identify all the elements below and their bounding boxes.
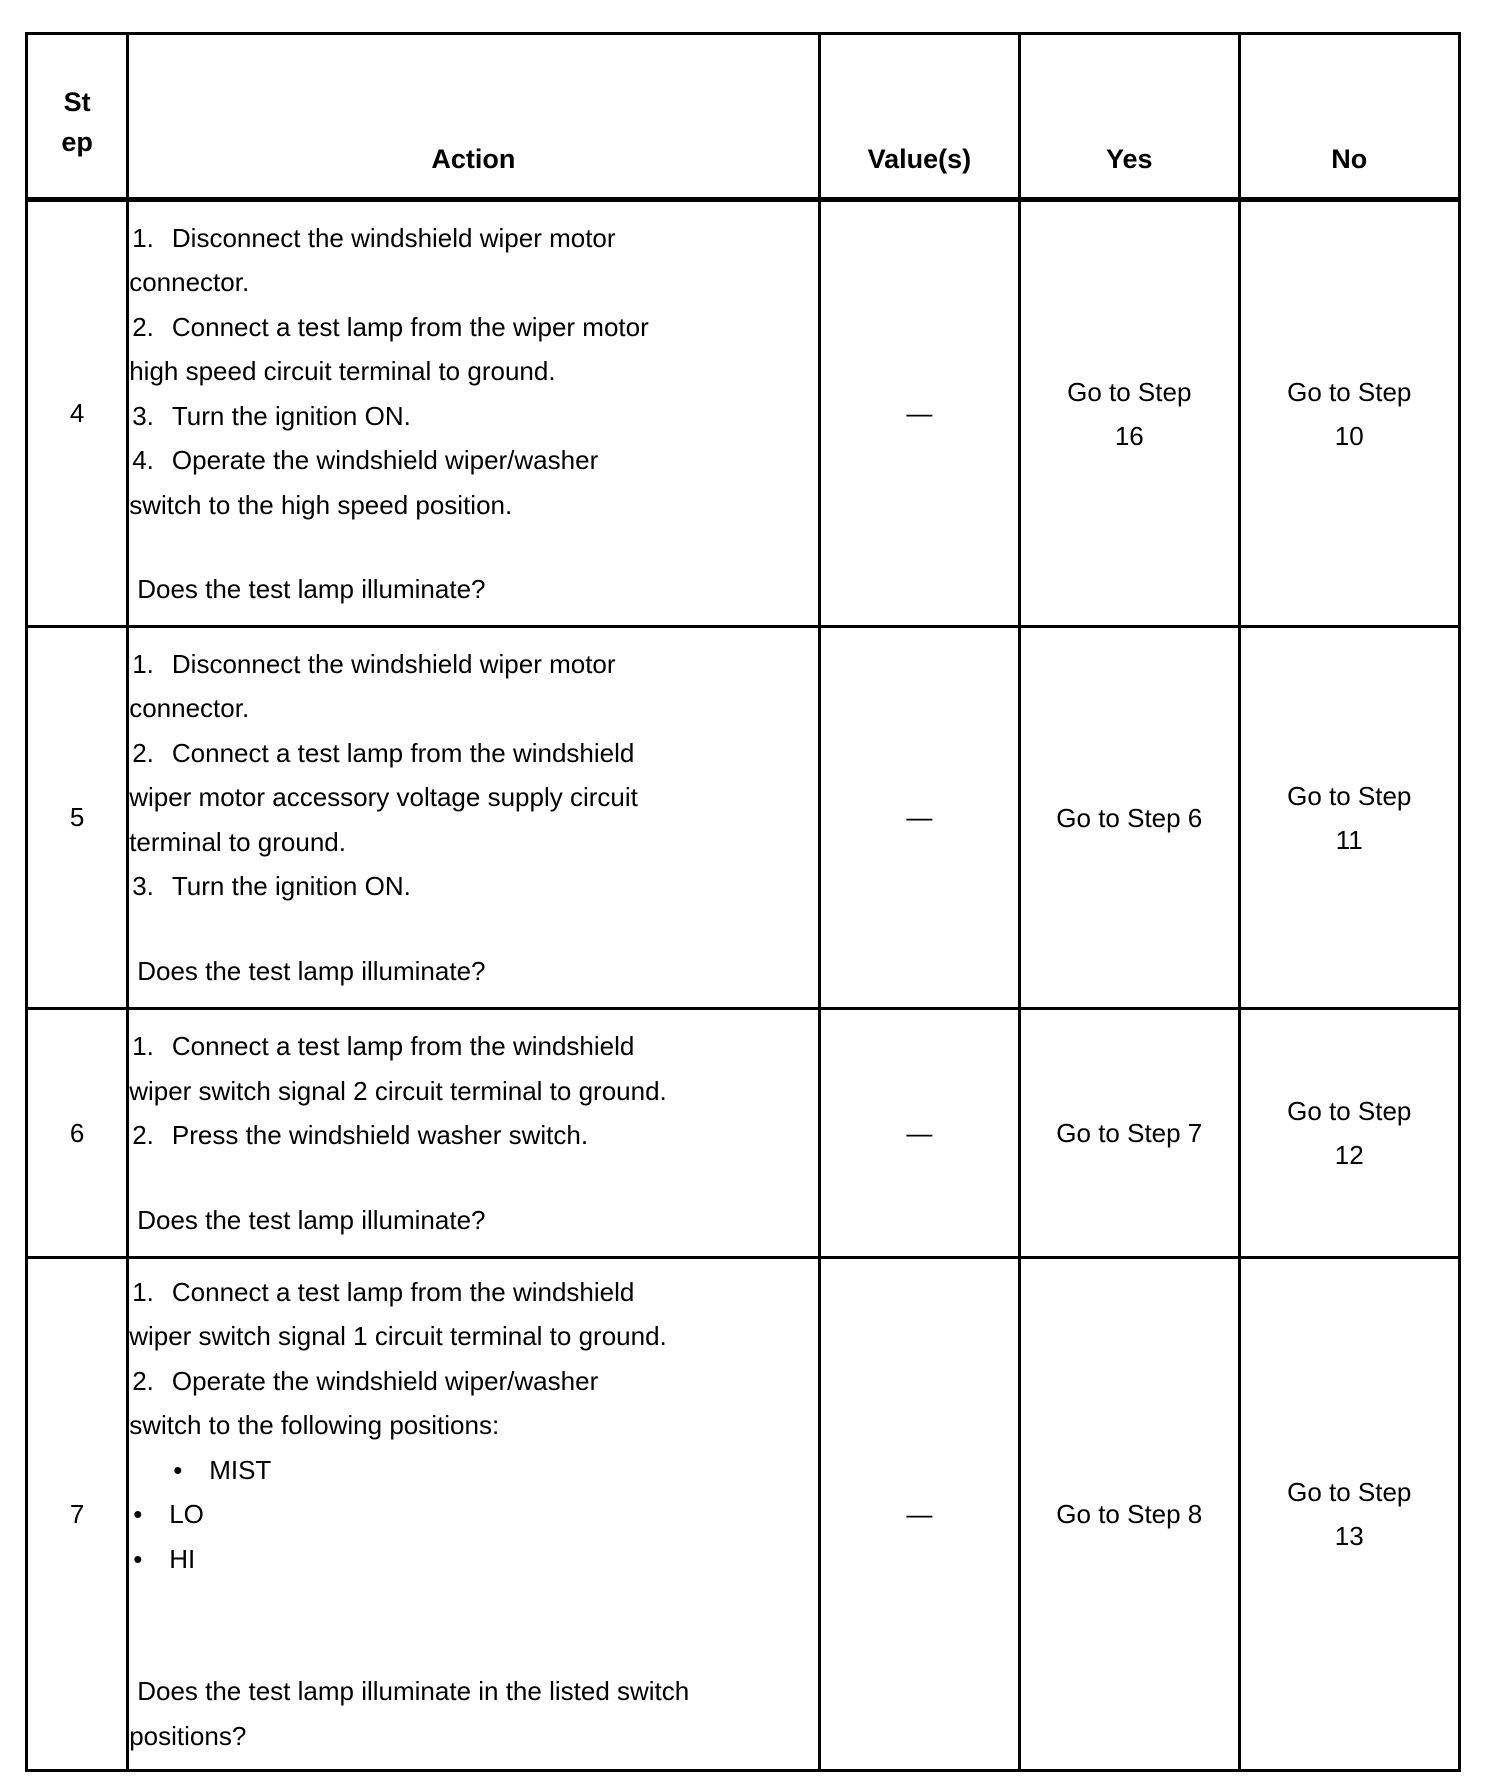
- bullet-icon: •: [173, 1454, 183, 1485]
- yes-cell: [1020, 1009, 1239, 1258]
- instruction-continuation: high speed circuit terminal to ground.: [129, 356, 556, 386]
- no-cell: [1239, 1009, 1460, 1258]
- instruction-number: 3.: [132, 871, 154, 902]
- action-cell: [128, 1009, 819, 1258]
- instruction-text: Connect a test lamp from the wiper motor: [171, 311, 649, 342]
- diagnostic-table: [25, 32, 1461, 1772]
- yes-cell: [1020, 627, 1239, 1009]
- instruction-text: Press the windshield washer switch.: [171, 1120, 589, 1150]
- yes-goto-text: Go to Step 8: [1056, 1499, 1203, 1529]
- no-cell: [1239, 1258, 1460, 1771]
- instruction-number: 1.: [132, 1276, 154, 1307]
- step-number: 5: [27, 627, 128, 1009]
- bullet-icon: •: [133, 1543, 143, 1574]
- value-cell: —: [819, 1258, 1019, 1771]
- yes-goto-text: Go to Step 7: [1056, 1118, 1203, 1148]
- yes-cell: [1020, 1258, 1239, 1771]
- instruction-item: [129, 1270, 817, 1315]
- header-row: [27, 34, 1460, 200]
- yes-goto-text: Go to Step 6: [1056, 802, 1203, 833]
- instruction-item: [129, 642, 817, 687]
- bullet-text: HI: [169, 1543, 196, 1574]
- no-cell: [1239, 200, 1460, 627]
- instruction-number: 3.: [132, 400, 154, 431]
- instruction-number: 4.: [132, 445, 154, 475]
- instruction-item: [129, 731, 817, 776]
- question-text: Does the test lamp illuminate?: [137, 955, 486, 986]
- value-cell: —: [819, 1009, 1019, 1258]
- step-header-line1: St: [63, 87, 91, 117]
- no-goto-text: Go to Step: [1287, 1096, 1412, 1126]
- step-header-line2: ep: [61, 127, 93, 157]
- instruction-text: Connect a test lamp from the windshield: [171, 1031, 635, 1061]
- instruction-text: Connect a test lamp from the windshield: [171, 1276, 635, 1307]
- instruction-continuation: wiper switch signal 1 circuit terminal to ground.: [129, 1321, 667, 1352]
- instruction-number: 2.: [132, 1365, 154, 1396]
- instruction-number: 2.: [132, 737, 154, 768]
- action-column-header: Action: [128, 34, 819, 200]
- bullet-text: MIST: [209, 1454, 272, 1485]
- yes-column-header: Yes: [1020, 34, 1239, 200]
- instruction-text: Disconnect the windshield wiper motor: [171, 648, 616, 679]
- instruction-item: [129, 438, 817, 483]
- instruction-item: [129, 1113, 817, 1158]
- instruction-text: Operate the windshield wiper/washer: [171, 445, 599, 475]
- no-goto-step: 10: [1334, 420, 1364, 451]
- yes-cell: [1020, 200, 1239, 627]
- instruction-item: [129, 1024, 817, 1069]
- yes-goto-text: Go to Step: [1067, 376, 1192, 407]
- bullet-icon: •: [133, 1499, 143, 1530]
- no-cell: [1239, 627, 1460, 1009]
- instruction-continuation: wiper motor accessory voltage supply circuit: [129, 782, 638, 813]
- instruction-continuation: connector.: [129, 693, 250, 724]
- value-cell: —: [819, 200, 1019, 627]
- no-goto-step: 12: [1334, 1140, 1364, 1170]
- instruction-text: Turn the ignition ON.: [171, 871, 411, 902]
- instruction-item: [129, 1359, 817, 1404]
- instruction-number: 2.: [132, 311, 154, 342]
- bullet-item: [129, 1492, 817, 1537]
- instruction-number: 1.: [132, 648, 154, 679]
- instruction-item: [129, 305, 817, 350]
- question-text: Does the test lamp illuminate?: [137, 574, 486, 604]
- question-text: Does the test lamp illuminate in the listed switch: [137, 1676, 690, 1707]
- instruction-continuation: switch to the following positions:: [129, 1410, 500, 1441]
- table-row: [27, 1009, 1460, 1258]
- table-row: [27, 627, 1460, 1009]
- step-number: 7: [27, 1258, 128, 1771]
- bullet-item: [129, 1448, 817, 1493]
- instruction-text: Connect a test lamp from the windshield: [171, 737, 635, 768]
- no-goto-step: 13: [1334, 1521, 1364, 1551]
- step-column-header: [27, 34, 128, 200]
- instruction-continuation: wiper switch signal 2 circuit terminal to ground.: [129, 1075, 667, 1106]
- step-number: 4: [27, 200, 128, 627]
- instruction-item: [129, 216, 817, 261]
- question-continuation: positions?: [129, 1720, 247, 1751]
- instruction-number: 1.: [132, 1031, 154, 1061]
- values-column-header: Value(s): [819, 34, 1019, 200]
- instruction-number: 2.: [132, 1120, 154, 1150]
- instruction-continuation: switch to the high speed position.: [129, 489, 513, 520]
- instruction-item: [129, 394, 817, 439]
- no-goto-text: Go to Step: [1287, 780, 1412, 811]
- no-goto-text: Go to Step: [1287, 1477, 1412, 1507]
- instruction-number: 1.: [132, 222, 154, 253]
- instruction-text: Turn the ignition ON.: [171, 400, 411, 431]
- instruction-item: [129, 864, 817, 909]
- action-cell: [128, 627, 819, 1009]
- question-text: Does the test lamp illuminate?: [137, 1204, 486, 1235]
- instruction-continuation: connector.: [129, 267, 250, 297]
- bullet-text: LO: [169, 1499, 204, 1530]
- yes-goto-step: 16: [1114, 420, 1144, 451]
- instruction-text: Disconnect the windshield wiper motor: [171, 222, 616, 253]
- no-goto-step: 11: [1335, 824, 1363, 855]
- action-cell: [128, 1258, 819, 1771]
- no-goto-text: Go to Step: [1287, 376, 1412, 407]
- no-column-header: No: [1239, 34, 1460, 200]
- value-cell: —: [819, 627, 1019, 1009]
- table-row: [27, 1258, 1460, 1771]
- step-number: 6: [27, 1009, 128, 1258]
- bullet-item: [129, 1537, 817, 1582]
- instruction-continuation: terminal to ground.: [129, 826, 346, 857]
- instruction-text: Operate the windshield wiper/washer: [171, 1365, 599, 1396]
- table-row: [27, 200, 1460, 627]
- action-cell: [128, 200, 819, 627]
